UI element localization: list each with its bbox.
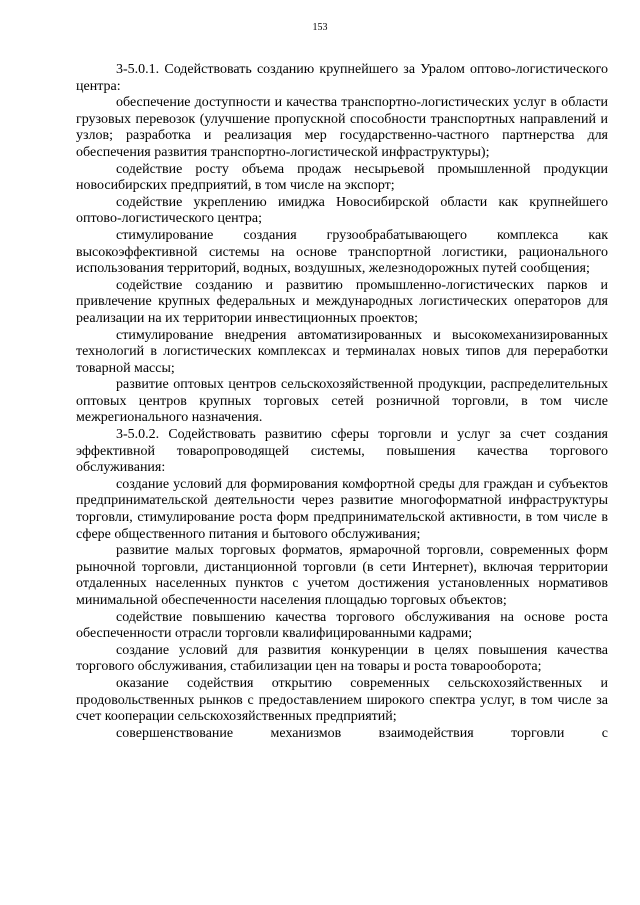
- paragraph-interaction-mechanisms: совершенствование механизмов взаимодействия торговли с: [116, 725, 608, 741]
- paragraph-markets: оказание содействия открытию современных сельскохозяйственных и продовольственных рынков с предоставлением широкого спектра услуг, в том числе за счет кооперации сельскохозяйственных предприятий;: [76, 675, 608, 725]
- paragraph-cargo-complex: стимулирование создания грузообрабатывающего комплекса как высокоэффективной системы на основе транспортной логистики, рационального использования территорий, водных, воздушных, железнодорожных путей сообщения;: [76, 227, 608, 277]
- paragraph-comfortable-environment: создание условий для формирования комфортной среды для граждан и субъектов предпринимательской деятельности через развитие многоформатной инфраструктуры торговли, стимулирование роста форм предпринимательской активности, в том числе в сфере общественного питания и бытового обслуживания;: [76, 476, 608, 542]
- paragraph-transport-logistics: обеспечение доступности и качества транспортно-логистических услуг в области грузовых перевозок (улучшение пропускной способности транспортных направлений и узлов; разработка и реализация мер государственно-частного партнерства для обеспечения развития транспортно-логистической инфраструктуры);: [76, 95, 608, 160]
- paragraph-competition: создание условий для развития конкуренции в целях повышения качества торгового обслуживания, стабилизации цен на товары и роста товарооборота;: [76, 642, 608, 675]
- paragraph-qualified-staff: содействие повышению качества торгового обслуживания на основе роста обеспеченности отрасли торговли квалифицированными кадрами;: [76, 609, 608, 642]
- paragraph-3-5-0-1: 3-5.0.1. Содействовать созданию крупнейшего за Уралом оптово-логистического центра:: [76, 62, 608, 94]
- page-number: 153: [312, 22, 328, 33]
- paragraph-3-5-0-2: 3-5.0.2. Содействовать развитию сферы торговли и услуг за счет создания эффективной товаропроводящей системы, повышения качества торгового обслуживания:: [76, 427, 608, 476]
- paragraph-small-formats: развитие малых торговых форматов, ярмарочной торговли, современных форм рыночной торговли, дистанционной торговли (в сети Интернет), включая территории отдаленных населенных пунктов с учетом достижения установленных нормативов минимальной обеспеченности населения площадью торговых объектов;: [76, 543, 608, 608]
- paragraph-automation: стимулирование внедрения автоматизированных и высокомеханизированных технологий в логистических комплексах и терминалах новых типов для переработки товарной массы;: [76, 327, 608, 376]
- paragraph-logistics-parks: содействие созданию и развитию промышленно-логистических парков и привлечение крупных федеральных и международных логистических операторов для реализации на их территории инвестиционных проектов;: [76, 277, 608, 326]
- paragraph-sales-growth: содействие росту объема продаж несырьевой промышленной продукции новосибирских предприятий, в том числе на экспорт;: [76, 161, 608, 194]
- document-body: [76, 62, 608, 742]
- paragraph-image: содействие укреплению имиджа Новосибирской области как крупнейшего оптово-логистического центра;: [76, 194, 608, 227]
- paragraph-wholesale-centers: развитие оптовых центров сельскохозяйственной продукции, распределительных оптовых центров крупных торговых сетей розничной торговли, в том числе межрегионального назначения.: [76, 377, 608, 426]
